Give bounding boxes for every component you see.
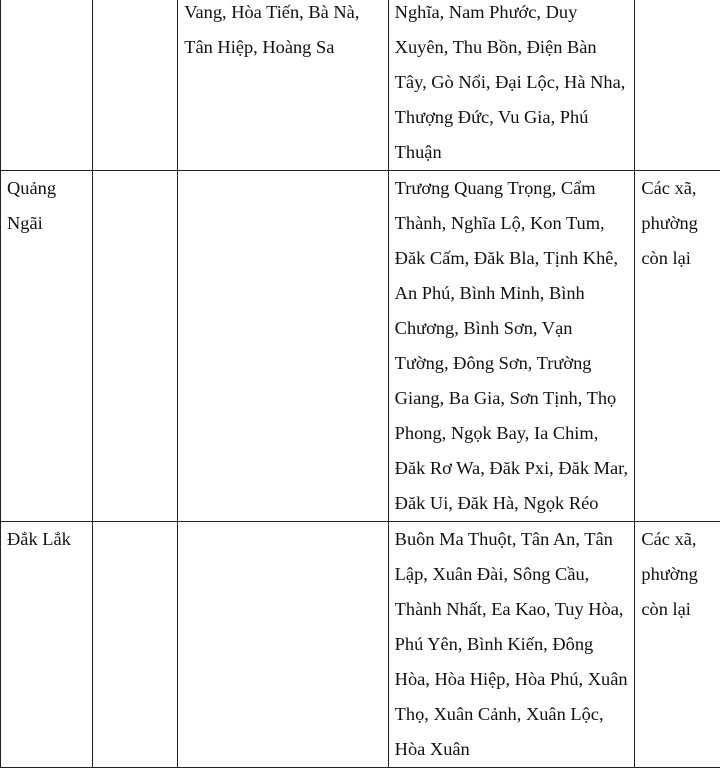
- column-b-cell: [92, 171, 178, 522]
- column-e-text: Các xã, phường còn lại: [641, 178, 698, 268]
- province-name: Đắk Lắk: [7, 529, 71, 549]
- column-e-cell: [635, 171, 720, 522]
- column-d-cell: [388, 0, 635, 171]
- column-b-cell: [92, 0, 178, 171]
- province-name: Quảng Ngãi: [7, 178, 57, 233]
- column-d-text: Trương Quang Trọng, Cẩm Thành, Nghĩa Lộ, Kon Tum, Đăk Cấm, Đăk Bla, Tịnh Khê, An Phú, Bình Minh, Bình Chương, Bình Sơn, Vạn Tường, Đông Sơn, Trường Giang, Ba Gia, Sơn Tịnh, Thọ Phong, Ngọk Bay, Ia Chim, Đăk Rơ Wa, Đăk Pxi, Đăk Mar, Đăk Ui, Đăk Hà, Ngọk Réo: [394, 178, 629, 513]
- table-row: [1, 171, 720, 522]
- table-row: [1, 0, 720, 171]
- column-e-cell: [635, 0, 720, 171]
- column-e-text: Các xã, phường còn lại: [641, 529, 698, 619]
- column-c-cell: [178, 171, 388, 522]
- table-row: [1, 522, 720, 768]
- column-c-cell: [178, 0, 388, 171]
- column-c-cell: [178, 522, 388, 768]
- column-b-cell: [92, 522, 178, 768]
- province-cell: [1, 171, 93, 522]
- column-d-text: Nghĩa, Nam Phước, Duy Xuyên, Thu Bồn, Điện Bàn Tây, Gò Nổi, Đại Lộc, Hà Nha, Thượng Đức, Vu Gia, Phú Thuận: [394, 2, 626, 162]
- column-c-text: Vang, Hòa Tiến, Bà Nà, Tân Hiệp, Hoàng Sa: [184, 2, 360, 57]
- column-e-cell: [635, 522, 720, 768]
- column-d-text: Buôn Ma Thuột, Tân An, Tân Lập, Xuân Đài, Sông Cầu, Thành Nhất, Ea Kao, Tuy Hòa, Phú Yên, Bình Kiến, Đông Hòa, Hòa Hiệp, Hòa Phú, Xuân Thọ, Xuân Cảnh, Xuân Lộc, Hòa Xuân: [394, 529, 628, 759]
- province-cell: [1, 522, 93, 768]
- column-d-cell: [388, 171, 635, 522]
- column-d-cell: [388, 522, 635, 768]
- province-cell: [1, 0, 93, 171]
